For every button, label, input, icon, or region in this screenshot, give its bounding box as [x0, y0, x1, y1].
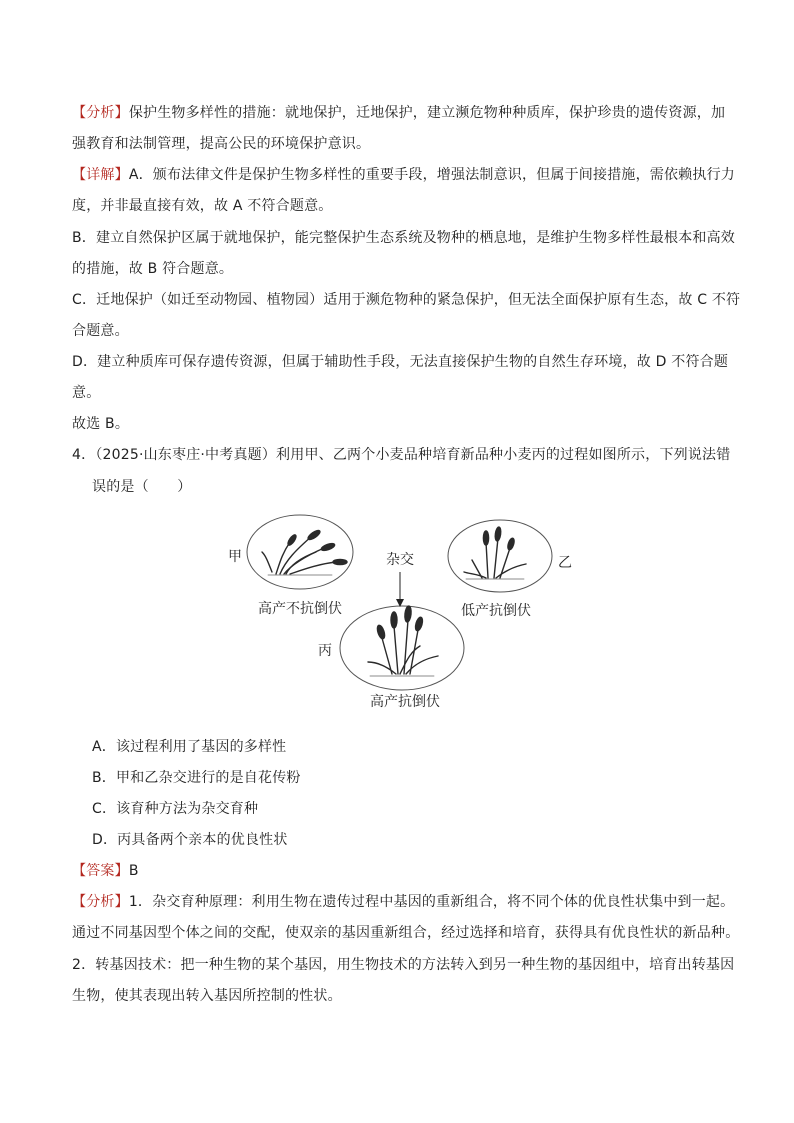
option-b-explain-2: 的措施，故 B 符合题意。	[72, 261, 234, 277]
analysis-line-4: 生物，使其表现出转入基因所控制的性状。	[72, 988, 342, 1004]
question-number: 4．	[72, 447, 96, 463]
question-line-2: 误的是（ ）	[92, 479, 192, 495]
answer-line	[72, 861, 139, 881]
label-jia: 甲	[228, 549, 242, 565]
analysis-line-1	[72, 892, 734, 912]
analysis-tag: 【分析】	[72, 894, 129, 910]
option-c-explain-1: C．迁地保护（如迁至动物园、植物园）适用于濒危物种的紧急保护，但无法全面保护原有生态，故 C 不符	[72, 292, 741, 308]
question-line-1	[72, 445, 730, 465]
option-a: A．该过程利用了基因的多样性	[92, 739, 287, 755]
caption-yi: 低产抗倒伏	[461, 603, 531, 619]
fenxi-line-1	[72, 103, 725, 123]
answer-tag: 【答案】	[72, 863, 129, 879]
option-d-explain-2: 意。	[72, 385, 101, 401]
xiangjie-line-2: 度，并非最直接有效，故 A 不符合题意。	[72, 198, 333, 214]
fenxi-line-2: 强教育和法制管理，提高公民的环境保护意识。	[72, 136, 371, 152]
option-b: B．甲和乙杂交进行的是自花传粉	[92, 770, 301, 786]
wheat-yi-image	[464, 527, 526, 579]
ellipse-bing	[340, 606, 464, 690]
analysis-text-1: 1．杂交育种原理：利用生物在遗传过程中基因的重新组合，将不同个体的优良性状集中到一起。	[128, 894, 735, 910]
xiangjie-tag: 【详解】	[72, 167, 129, 183]
label-bing: 丙	[318, 643, 332, 659]
question-text: （2025·山东枣庄·中考真题）利用甲、乙两个小麦品种培育新品种小麦丙的过程如图所示，下列说法错	[95, 447, 731, 463]
option-c-explain-2: 合题意。	[72, 323, 129, 339]
analysis-line-2: 通过不同基因型个体之间的交配，使双亲的基因重新组合，经过选择和培育，获得具有优良性状的新品种。	[72, 925, 740, 941]
option-b-explain-1: B．建立自然保护区属于就地保护，能完整保护生态系统及物种的栖息地，是维护生物多样性最根本和高效	[72, 230, 736, 246]
caption-jia: 高产不抗倒伏	[258, 601, 342, 617]
fenxi-text: 保护生物多样性的措施：就地保护，迁地保护，建立濒危物种种质库，保护珍贵的遗传资源，加	[128, 105, 726, 121]
option-c: C．该育种方法为杂交育种	[92, 801, 259, 817]
caption-bing: 高产抗倒伏	[370, 694, 440, 710]
option-d-explain-1: D．建立种质库可保存遗传资源，但属于辅助性手段，无法直接保护生物的自然生存环境，故 D 不符合题	[72, 354, 729, 370]
choose-line: 故选 B。	[72, 416, 130, 432]
xiangjie-line-1	[72, 165, 735, 185]
fenxi-tag: 【分析】	[72, 105, 129, 121]
label-cross: 杂交	[386, 552, 414, 568]
wheat-jia-image	[262, 529, 347, 575]
label-yi: 乙	[558, 555, 572, 571]
wheat-bing-image	[368, 606, 438, 676]
analysis-line-3: 2．转基因技术：把一种生物的某个基因，用生物技术的方法转入到另一种生物的基因组中，培育出转基因	[72, 957, 735, 973]
wheat-breeding-figure	[220, 512, 580, 712]
answer-value: B	[128, 863, 139, 879]
option-d: D．丙具备两个亲本的优良性状	[92, 832, 288, 848]
xiangjie-text: A．颁布法律文件是保护生物多样性的重要手段，增强法制意识，但属于间接措施，需依赖执行力	[128, 167, 735, 183]
